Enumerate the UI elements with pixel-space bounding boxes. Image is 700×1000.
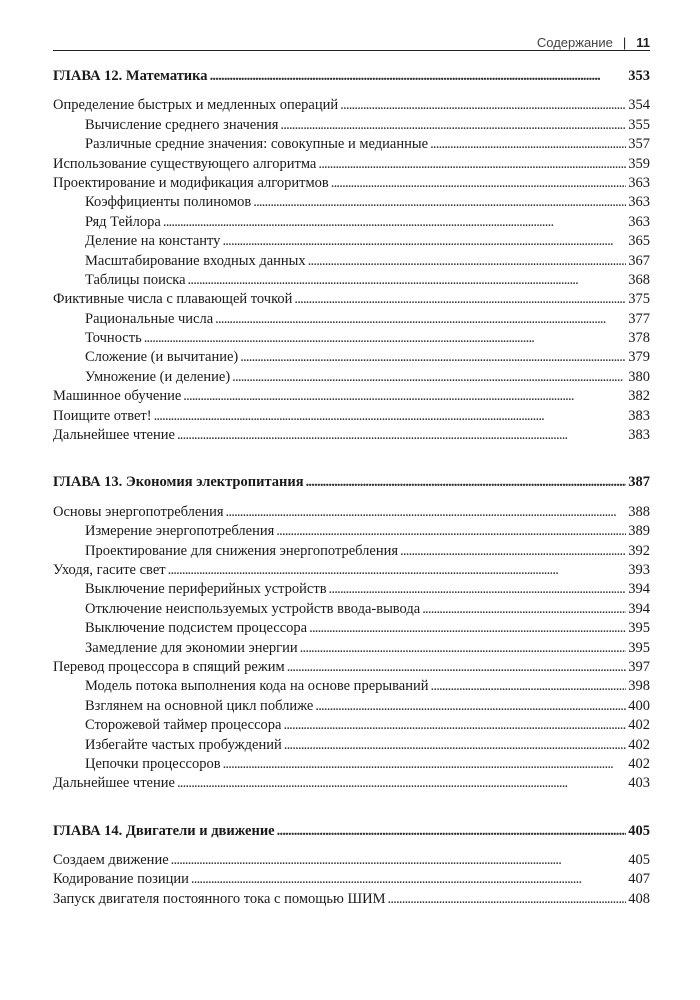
dot-leader	[309, 619, 626, 638]
dot-leader	[329, 580, 627, 599]
toc-section	[53, 96, 650, 115]
toc-subsection-label: Рациональные числа	[85, 310, 214, 327]
dot-leader	[177, 426, 626, 445]
toc-section	[53, 426, 650, 445]
dot-leader	[276, 522, 626, 541]
toc-section	[53, 174, 650, 193]
toc-subsection	[53, 697, 650, 716]
toc-section-label: Проектирование и модификация алгоритмов	[53, 174, 329, 191]
chapter-heading	[53, 67, 650, 86]
toc-subsection-page: 395	[628, 620, 650, 637]
toc-section	[53, 561, 650, 580]
dot-leader	[318, 155, 626, 174]
dot-leader	[240, 348, 626, 367]
dot-leader	[144, 329, 627, 348]
toc-section	[53, 155, 650, 174]
toc-section-page: 375	[628, 291, 650, 308]
toc-subsection-label: Проектирование для снижения энергопотребления	[85, 542, 399, 559]
toc-subsection-label: Масштабирование входных данных	[85, 252, 306, 269]
toc-section-page: 407	[628, 871, 650, 888]
toc-subsection-label: Таблицы поиска	[85, 271, 186, 288]
toc-subsection-label: Измерение энергопотребления	[85, 523, 275, 540]
running-header-separator: |	[622, 34, 627, 50]
dot-leader	[284, 736, 627, 755]
chapter-spacer	[53, 445, 650, 473]
dot-leader	[430, 135, 626, 154]
toc-subsection-label: Точность	[85, 330, 142, 347]
toc-subsection-label: Различные средние значения: совокупные и медианные	[85, 136, 429, 153]
toc-subsection-page: 380	[628, 368, 650, 385]
toc-subsection	[53, 232, 650, 251]
toc-subsection	[53, 716, 650, 735]
toc-subsection-label: Вычисление среднего значения	[85, 116, 279, 133]
toc-section-page: 403	[628, 775, 650, 792]
chapter-heading	[53, 473, 650, 492]
toc-subsection	[53, 368, 650, 387]
toc-subsection-page: 400	[628, 697, 650, 714]
chapter-heading-spacer	[53, 493, 650, 503]
chapter-heading-spacer	[53, 841, 650, 851]
dot-leader	[283, 716, 626, 735]
toc-subsection-page: 402	[628, 717, 650, 734]
dot-leader	[422, 600, 626, 619]
dot-leader	[223, 755, 627, 774]
dot-leader	[331, 174, 627, 193]
table-of-contents	[53, 67, 650, 909]
chapter-heading-label: ГЛАВА 13. Экономия электропитания	[53, 474, 304, 491]
chapter-heading-page: 353	[628, 68, 650, 84]
dot-leader	[215, 310, 626, 329]
toc-subsection-page: 389	[628, 523, 650, 540]
toc-section-page: 354	[628, 97, 650, 114]
dot-leader	[400, 542, 626, 561]
toc-subsection	[53, 348, 650, 367]
dot-leader	[294, 290, 626, 309]
toc-subsection-label: Взглянем на основной цикл поближе	[85, 697, 314, 714]
toc-subsection-label: Отключение неиспользуемых устройств ввода-вывода	[85, 600, 421, 617]
toc-section-label: Дальнейшее чтение	[53, 427, 175, 444]
dot-leader	[253, 193, 626, 212]
toc-section-page: 363	[628, 174, 650, 191]
toc-section-label: Запуск двигателя постоянного тока с помощью ШИМ	[53, 890, 386, 907]
toc-section	[53, 870, 650, 889]
toc-subsection-label: Сторожевой таймер процессора	[85, 717, 282, 734]
toc-section-label: Машинное обучение	[53, 388, 182, 405]
toc-section-label: Перевод процессора в спящий режим	[53, 658, 285, 675]
toc-subsection-page: 395	[628, 639, 650, 656]
toc-subsection	[53, 736, 650, 755]
toc-section-label: Создаем движение	[53, 852, 169, 869]
dot-leader	[287, 658, 627, 677]
toc-subsection-page: 363	[628, 194, 650, 211]
toc-section	[53, 851, 650, 870]
dot-leader	[308, 252, 627, 271]
dot-leader	[431, 677, 627, 696]
toc-subsection	[53, 329, 650, 348]
toc-subsection	[53, 252, 650, 271]
toc-section	[53, 407, 650, 426]
toc-section	[53, 658, 650, 677]
toc-subsection	[53, 193, 650, 212]
toc-subsection-label: Умножение (и деление)	[85, 368, 231, 385]
toc-section-label: Использование существующего алгоритма	[53, 155, 317, 172]
dot-leader	[232, 368, 626, 387]
toc-subsection-page: 398	[628, 678, 650, 695]
chapter-heading-page: 405	[628, 822, 650, 839]
toc-section-label: Основы энергопотребления	[53, 503, 224, 520]
toc-subsection-label: Коэффициенты полиномов	[85, 194, 252, 211]
toc-subsection-page: 402	[628, 736, 650, 753]
toc-subsection	[53, 600, 650, 619]
toc-subsection	[53, 639, 650, 658]
dot-leader	[306, 473, 627, 492]
toc-subsection	[53, 310, 650, 329]
dot-leader	[163, 213, 626, 232]
dot-leader	[168, 561, 627, 580]
toc-subsection-label: Цепочки процессоров	[85, 755, 221, 772]
toc-subsection-label: Модель потока выполнения кода на основе прерываний	[85, 678, 429, 695]
toc-subsection-page: 394	[628, 600, 650, 617]
toc-subsection	[53, 213, 650, 232]
toc-subsection-label: Деление на константу	[85, 233, 221, 250]
toc-subsection-page: 394	[628, 581, 650, 598]
toc-section	[53, 503, 650, 522]
chapter-heading-label: ГЛАВА 14. Двигатели и движение	[53, 822, 275, 839]
toc-section-page: 405	[628, 852, 650, 869]
dot-leader	[300, 639, 627, 658]
toc-section-label: Дальнейшее чтение	[53, 775, 175, 792]
running-header-title: Содержание	[536, 34, 613, 50]
toc-subsection	[53, 522, 650, 541]
toc-section-page: 388	[628, 503, 650, 520]
toc-subsection	[53, 135, 650, 154]
running-header	[53, 32, 650, 52]
toc-subsection	[53, 271, 650, 290]
toc-section-page: 408	[628, 890, 650, 907]
chapter-spacer	[53, 794, 650, 822]
toc-subsection-label: Ряд Тейлора	[85, 213, 161, 230]
toc-subsection-label: Сложение (и вычитание)	[85, 349, 239, 366]
toc-section-page: 393	[628, 561, 650, 578]
chapter-heading-label: ГЛАВА 12. Математика	[53, 68, 208, 84]
toc-subsection-page: 392	[628, 542, 650, 559]
toc-section-page: 383	[628, 407, 650, 424]
chapter-heading	[53, 822, 650, 841]
toc-subsection-label: Выключение периферийных устройств	[85, 581, 327, 598]
dot-leader	[177, 774, 626, 793]
toc-section-label: Фиктивные числа с плавающей точкой	[53, 291, 293, 308]
toc-section	[53, 290, 650, 309]
toc-section	[53, 387, 650, 406]
dot-leader	[340, 96, 626, 115]
toc-section-label: Уходя, гасите свет	[53, 561, 166, 578]
toc-section	[53, 890, 650, 909]
toc-section-page: 397	[628, 658, 650, 675]
toc-subsection-label: Выключение подсистем процессора	[85, 620, 308, 637]
dot-leader	[280, 116, 626, 135]
toc-section	[53, 774, 650, 793]
header-rule	[53, 50, 650, 51]
toc-subsection	[53, 542, 650, 561]
toc-section-page: 382	[628, 388, 650, 405]
toc-section-label: Поищите ответ!	[53, 407, 152, 424]
toc-subsection-page: 367	[628, 252, 650, 269]
toc-subsection-page: 355	[628, 116, 650, 133]
toc-subsection-page: 357	[628, 136, 650, 153]
toc-subsection	[53, 755, 650, 774]
chapter-heading-page: 387	[628, 474, 650, 491]
dot-leader	[188, 271, 627, 290]
dot-leader	[387, 890, 626, 909]
toc-subsection-page: 402	[628, 755, 650, 772]
toc-subsection-label: Избегайте частых пробуждений	[85, 736, 282, 753]
dot-leader	[154, 407, 627, 426]
toc-subsection-page: 368	[628, 271, 650, 288]
dot-leader	[171, 851, 627, 870]
dot-leader	[226, 503, 627, 522]
dot-leader	[277, 822, 627, 841]
dot-leader	[191, 870, 626, 889]
toc-section-page: 359	[628, 155, 650, 172]
dot-leader	[183, 387, 626, 406]
dot-leader	[210, 67, 627, 86]
toc-subsection	[53, 619, 650, 638]
toc-subsection-page: 378	[628, 330, 650, 347]
dot-leader	[315, 697, 626, 716]
toc-section-label: Кодирование позиции	[53, 871, 189, 888]
dot-leader	[222, 232, 626, 251]
toc-subsection-page: 363	[628, 213, 650, 230]
toc-subsection	[53, 677, 650, 696]
page-number: 11	[636, 34, 650, 50]
toc-section-label: Определение быстрых и медленных операций	[53, 97, 339, 114]
toc-subsection-label: Замедление для экономии энергии	[85, 639, 298, 656]
toc-subsection	[53, 116, 650, 135]
toc-section-page: 383	[628, 427, 650, 444]
toc-subsection-page: 379	[628, 349, 650, 366]
toc-subsection-page: 365	[628, 233, 650, 250]
chapter-heading-spacer	[53, 86, 650, 96]
toc-subsection-page: 377	[628, 310, 650, 327]
toc-subsection	[53, 580, 650, 599]
